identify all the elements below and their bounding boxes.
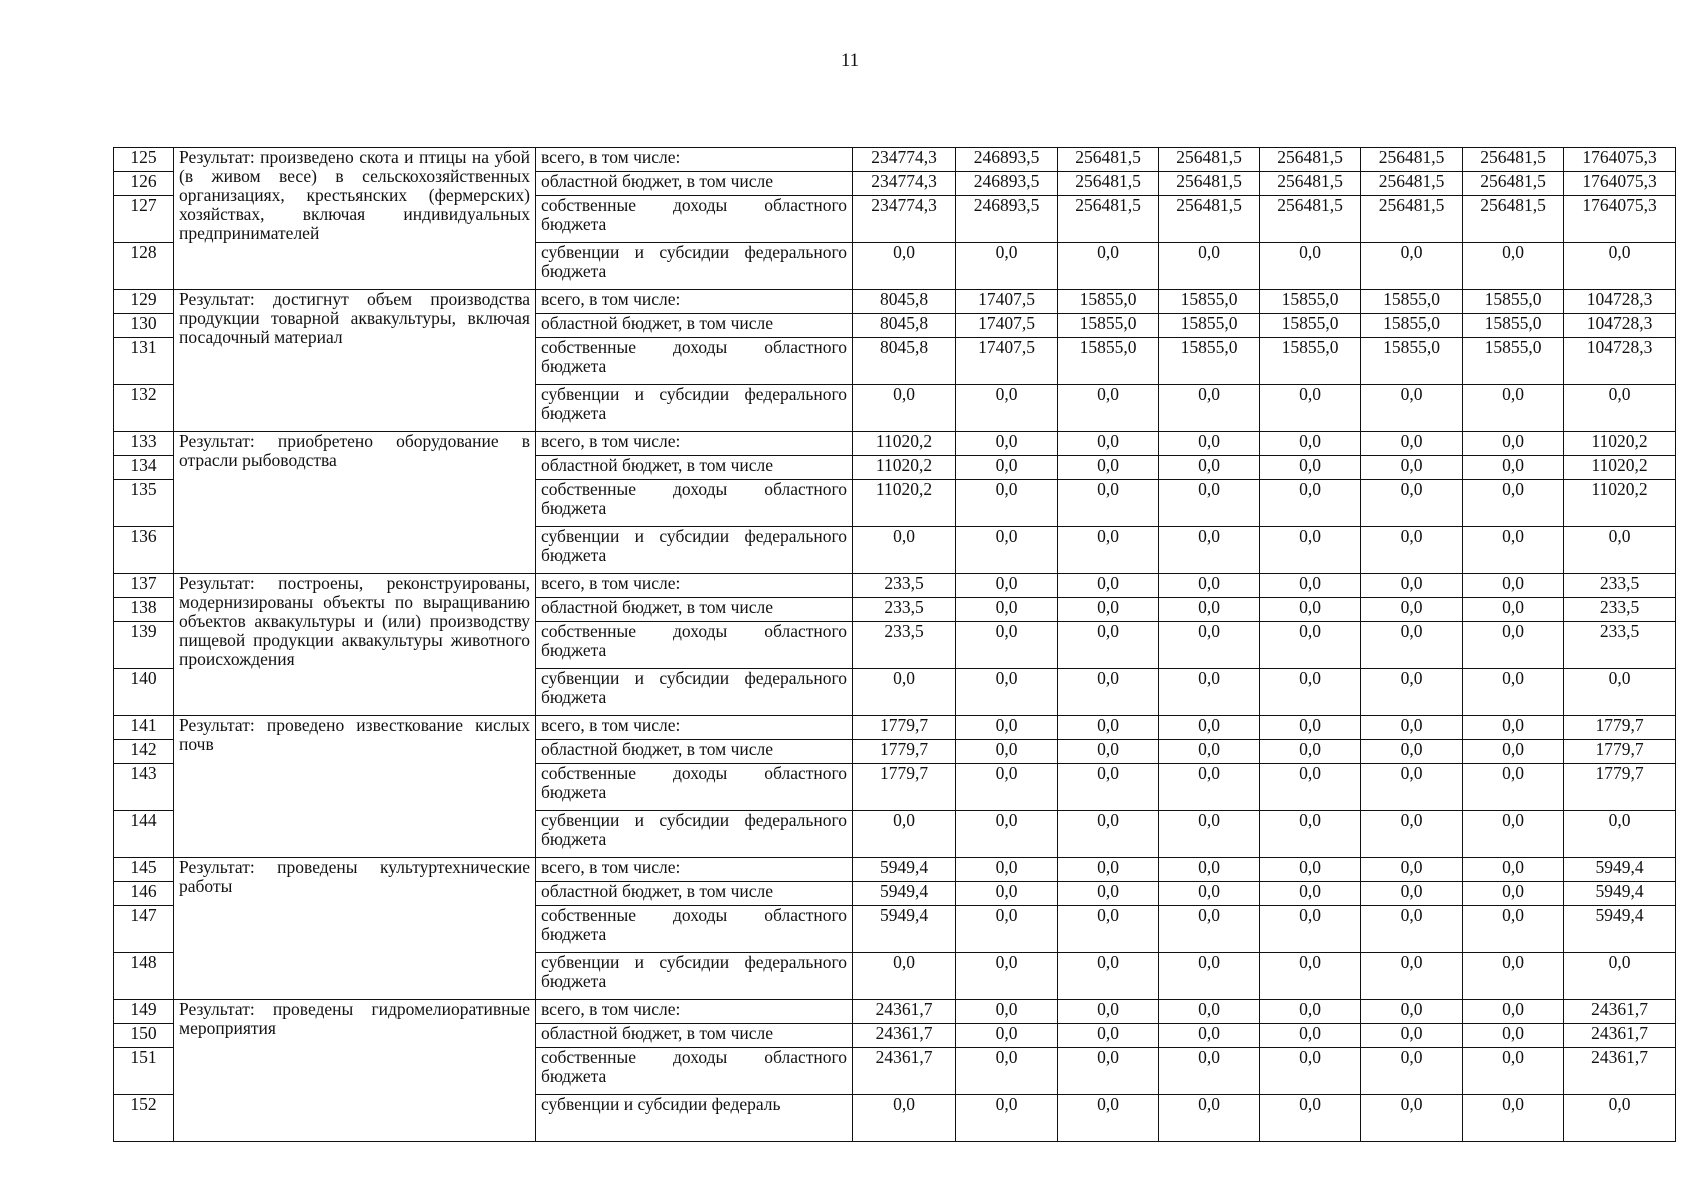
value-cell: 0,0 [956, 480, 1058, 527]
value-cell: 256481,5 [1260, 172, 1361, 196]
value-cell: 0,0 [1058, 716, 1159, 740]
value-cell: 0,0 [1260, 432, 1361, 456]
value-cell: 0,0 [853, 243, 956, 290]
funding-source-cell: всего, в том числе: [536, 148, 853, 172]
value-cell: 233,5 [853, 574, 956, 598]
row-number-cell: 135 [114, 480, 174, 527]
value-cell: 1779,7 [853, 716, 956, 740]
value-cell: 0,0 [956, 882, 1058, 906]
table-row [114, 574, 1676, 598]
total-value-cell: 1779,7 [1564, 716, 1676, 740]
funding-source-cell: собственные доходы областного бюджета [536, 622, 853, 669]
row-number-cell: 144 [114, 811, 174, 858]
total-value-cell: 1779,7 [1564, 764, 1676, 811]
value-cell: 0,0 [1463, 243, 1564, 290]
result-description-cell: Результат: достигнут объем производства продукции товарной аквакультуры, включая посадочный материал [174, 290, 536, 432]
value-cell: 0,0 [956, 1024, 1058, 1048]
value-cell: 0,0 [956, 740, 1058, 764]
result-description-cell: Результат: приобретено оборудование в отрасли рыбоводства [174, 432, 536, 574]
value-cell: 0,0 [1463, 480, 1564, 527]
value-cell: 0,0 [1463, 1024, 1564, 1048]
table-row [114, 148, 1676, 172]
value-cell: 0,0 [1463, 953, 1564, 1000]
row-number-cell: 149 [114, 1000, 174, 1024]
value-cell: 15855,0 [1260, 314, 1361, 338]
funding-source-cell: всего, в том числе: [536, 574, 853, 598]
value-cell: 234774,3 [853, 172, 956, 196]
table-row [114, 858, 1676, 882]
value-cell: 0,0 [956, 243, 1058, 290]
funding-source-cell: субвенции и субсидии федерального бюджета [536, 527, 853, 574]
value-cell: 0,0 [1260, 1048, 1361, 1095]
value-cell: 0,0 [1260, 858, 1361, 882]
total-value-cell: 1764075,3 [1564, 196, 1676, 243]
value-cell: 0,0 [1361, 740, 1463, 764]
value-cell: 0,0 [1058, 811, 1159, 858]
row-number-cell: 125 [114, 148, 174, 172]
funding-source-cell: субвенции и субсидии федерального бюджета [536, 669, 853, 716]
value-cell: 15855,0 [1260, 338, 1361, 385]
total-value-cell: 0,0 [1564, 385, 1676, 432]
funding-source-cell: собственные доходы областного бюджета [536, 1048, 853, 1095]
total-value-cell: 11020,2 [1564, 480, 1676, 527]
value-cell: 0,0 [956, 858, 1058, 882]
total-value-cell: 0,0 [1564, 669, 1676, 716]
value-cell: 246893,5 [956, 196, 1058, 243]
value-cell: 0,0 [1361, 1095, 1463, 1142]
value-cell: 0,0 [1159, 953, 1260, 1000]
value-cell: 15855,0 [1058, 314, 1159, 338]
value-cell: 8045,8 [853, 314, 956, 338]
value-cell: 0,0 [1260, 527, 1361, 574]
table-row [114, 1000, 1676, 1024]
value-cell: 0,0 [1463, 811, 1564, 858]
row-number-cell: 145 [114, 858, 174, 882]
value-cell: 0,0 [1361, 716, 1463, 740]
value-cell: 0,0 [1361, 882, 1463, 906]
row-number-cell: 131 [114, 338, 174, 385]
total-value-cell: 5949,4 [1564, 882, 1676, 906]
value-cell: 0,0 [1159, 740, 1260, 764]
value-cell: 256481,5 [1159, 148, 1260, 172]
value-cell: 15855,0 [1159, 314, 1260, 338]
value-cell: 0,0 [1159, 243, 1260, 290]
total-value-cell: 11020,2 [1564, 456, 1676, 480]
value-cell: 0,0 [1361, 598, 1463, 622]
value-cell: 0,0 [1159, 669, 1260, 716]
value-cell: 0,0 [1058, 669, 1159, 716]
value-cell: 0,0 [1159, 527, 1260, 574]
value-cell: 0,0 [1361, 953, 1463, 1000]
total-value-cell: 0,0 [1564, 811, 1676, 858]
funding-source-cell: всего, в том числе: [536, 1000, 853, 1024]
value-cell: 0,0 [1159, 598, 1260, 622]
value-cell: 0,0 [1159, 906, 1260, 953]
value-cell: 1779,7 [853, 740, 956, 764]
value-cell: 0,0 [1260, 456, 1361, 480]
value-cell: 0,0 [1361, 811, 1463, 858]
total-value-cell: 233,5 [1564, 622, 1676, 669]
funding-source-cell: собственные доходы областного бюджета [536, 196, 853, 243]
value-cell: 0,0 [853, 811, 956, 858]
value-cell: 234774,3 [853, 196, 956, 243]
row-number-cell: 126 [114, 172, 174, 196]
value-cell: 15855,0 [1463, 338, 1564, 385]
row-number-cell: 136 [114, 527, 174, 574]
value-cell: 11020,2 [853, 480, 956, 527]
value-cell: 11020,2 [853, 432, 956, 456]
total-value-cell: 24361,7 [1564, 1048, 1676, 1095]
funding-source-cell: областной бюджет, в том числе [536, 598, 853, 622]
total-value-cell: 0,0 [1564, 1095, 1676, 1142]
total-value-cell: 5949,4 [1564, 906, 1676, 953]
value-cell: 0,0 [1463, 906, 1564, 953]
total-value-cell: 0,0 [1564, 243, 1676, 290]
row-number-cell: 141 [114, 716, 174, 740]
value-cell: 0,0 [1361, 669, 1463, 716]
funding-source-cell: областной бюджет, в том числе [536, 456, 853, 480]
value-cell: 0,0 [1361, 1048, 1463, 1095]
value-cell: 0,0 [1463, 1048, 1564, 1095]
value-cell: 15855,0 [1159, 338, 1260, 385]
value-cell: 0,0 [1361, 385, 1463, 432]
value-cell: 0,0 [1361, 432, 1463, 456]
value-cell: 256481,5 [1361, 172, 1463, 196]
row-number-cell: 148 [114, 953, 174, 1000]
budget-table [113, 147, 1676, 1142]
value-cell: 0,0 [853, 385, 956, 432]
result-description-cell: Результат: проведены культуртехнические работы [174, 858, 536, 1000]
value-cell: 0,0 [1159, 385, 1260, 432]
funding-source-cell: собственные доходы областного бюджета [536, 906, 853, 953]
value-cell: 0,0 [1463, 740, 1564, 764]
row-number-cell: 134 [114, 456, 174, 480]
total-value-cell: 104728,3 [1564, 338, 1676, 385]
row-number-cell: 130 [114, 314, 174, 338]
table-row [114, 290, 1676, 314]
value-cell: 234774,3 [853, 148, 956, 172]
table-row [114, 432, 1676, 456]
total-value-cell: 104728,3 [1564, 290, 1676, 314]
value-cell: 8045,8 [853, 338, 956, 385]
value-cell: 0,0 [1260, 480, 1361, 527]
value-cell: 246893,5 [956, 172, 1058, 196]
value-cell: 0,0 [956, 622, 1058, 669]
funding-source-cell: всего, в том числе: [536, 716, 853, 740]
value-cell: 0,0 [1159, 432, 1260, 456]
value-cell: 0,0 [956, 906, 1058, 953]
value-cell: 0,0 [956, 953, 1058, 1000]
value-cell: 0,0 [956, 811, 1058, 858]
value-cell: 0,0 [853, 953, 956, 1000]
value-cell: 0,0 [1260, 764, 1361, 811]
value-cell: 15855,0 [1260, 290, 1361, 314]
value-cell: 0,0 [1159, 574, 1260, 598]
value-cell: 0,0 [853, 1095, 956, 1142]
value-cell: 0,0 [1159, 882, 1260, 906]
value-cell: 0,0 [1361, 764, 1463, 811]
row-number-cell: 152 [114, 1095, 174, 1142]
value-cell: 0,0 [1260, 740, 1361, 764]
value-cell: 0,0 [1260, 716, 1361, 740]
value-cell: 0,0 [1260, 385, 1361, 432]
value-cell: 0,0 [1159, 1024, 1260, 1048]
value-cell: 0,0 [956, 385, 1058, 432]
value-cell: 0,0 [1361, 1024, 1463, 1048]
value-cell: 0,0 [956, 598, 1058, 622]
row-number-cell: 146 [114, 882, 174, 906]
value-cell: 256481,5 [1159, 196, 1260, 243]
value-cell: 0,0 [1463, 622, 1564, 669]
value-cell: 0,0 [1463, 385, 1564, 432]
result-description-cell: Результат: проведено известкование кислых почв [174, 716, 536, 858]
value-cell: 17407,5 [956, 338, 1058, 385]
value-cell: 0,0 [1058, 740, 1159, 764]
value-cell: 0,0 [1260, 622, 1361, 669]
value-cell: 0,0 [1463, 432, 1564, 456]
value-cell: 24361,7 [853, 1024, 956, 1048]
total-value-cell: 1779,7 [1564, 740, 1676, 764]
row-number-cell: 127 [114, 196, 174, 243]
value-cell: 1779,7 [853, 764, 956, 811]
value-cell: 15855,0 [1058, 338, 1159, 385]
value-cell: 0,0 [1260, 669, 1361, 716]
value-cell: 0,0 [1058, 906, 1159, 953]
row-number-cell: 137 [114, 574, 174, 598]
funding-source-cell: всего, в том числе: [536, 432, 853, 456]
row-number-cell: 129 [114, 290, 174, 314]
value-cell: 256481,5 [1058, 196, 1159, 243]
value-cell: 0,0 [956, 574, 1058, 598]
value-cell: 0,0 [1361, 906, 1463, 953]
total-value-cell: 104728,3 [1564, 314, 1676, 338]
value-cell: 0,0 [1058, 858, 1159, 882]
funding-source-cell: собственные доходы областного бюджета [536, 764, 853, 811]
value-cell: 0,0 [1058, 456, 1159, 480]
value-cell: 0,0 [1361, 622, 1463, 669]
value-cell: 0,0 [956, 1095, 1058, 1142]
value-cell: 256481,5 [1058, 148, 1159, 172]
value-cell: 15855,0 [1463, 290, 1564, 314]
value-cell: 256481,5 [1058, 172, 1159, 196]
value-cell: 0,0 [1463, 716, 1564, 740]
value-cell: 0,0 [1159, 622, 1260, 669]
funding-source-cell: областной бюджет, в том числе [536, 740, 853, 764]
value-cell: 0,0 [956, 764, 1058, 811]
value-cell: 0,0 [1260, 598, 1361, 622]
row-number-cell: 132 [114, 385, 174, 432]
value-cell: 0,0 [1058, 574, 1159, 598]
value-cell: 0,0 [1159, 1048, 1260, 1095]
table-row [114, 716, 1676, 740]
total-value-cell: 1764075,3 [1564, 148, 1676, 172]
value-cell: 5949,4 [853, 858, 956, 882]
value-cell: 15855,0 [1058, 290, 1159, 314]
total-value-cell: 5949,4 [1564, 858, 1676, 882]
value-cell: 0,0 [1361, 456, 1463, 480]
result-description-cell: Результат: построены, реконструированы, модернизированы объекты по выращиванию объектов аквакультуры и (или) производству пищевой продукции аквакультуры животного происхождения [174, 574, 536, 716]
value-cell: 0,0 [853, 527, 956, 574]
value-cell: 0,0 [1058, 480, 1159, 527]
funding-source-cell: областной бюджет, в том числе [536, 882, 853, 906]
value-cell: 0,0 [1463, 1000, 1564, 1024]
funding-source-cell: субвенции и субсидии федерального бюджета [536, 385, 853, 432]
funding-source-cell: субвенции и субсидии федерального бюджета [536, 811, 853, 858]
value-cell: 0,0 [1361, 480, 1463, 527]
value-cell: 0,0 [1361, 243, 1463, 290]
value-cell: 0,0 [956, 1000, 1058, 1024]
value-cell: 0,0 [1058, 1048, 1159, 1095]
funding-source-cell: субвенции и субсидии федерального бюджета [536, 243, 853, 290]
row-number-cell: 128 [114, 243, 174, 290]
value-cell: 5949,4 [853, 906, 956, 953]
value-cell: 0,0 [1058, 527, 1159, 574]
row-number-cell: 147 [114, 906, 174, 953]
value-cell: 0,0 [1260, 1024, 1361, 1048]
funding-source-cell: областной бюджет, в том числе [536, 314, 853, 338]
value-cell: 0,0 [1260, 811, 1361, 858]
value-cell: 0,0 [1361, 1000, 1463, 1024]
value-cell: 0,0 [1159, 764, 1260, 811]
funding-source-cell: субвенции и субсидии федераль [536, 1095, 853, 1142]
value-cell: 0,0 [853, 669, 956, 716]
value-cell: 0,0 [1361, 858, 1463, 882]
total-value-cell: 1764075,3 [1564, 172, 1676, 196]
value-cell: 233,5 [853, 598, 956, 622]
value-cell: 15855,0 [1463, 314, 1564, 338]
value-cell: 0,0 [1058, 953, 1159, 1000]
value-cell: 0,0 [1260, 574, 1361, 598]
value-cell: 0,0 [1463, 527, 1564, 574]
value-cell: 0,0 [1361, 527, 1463, 574]
row-number-cell: 150 [114, 1024, 174, 1048]
value-cell: 0,0 [1463, 858, 1564, 882]
result-description-cell: Результат: произведено скота и птицы на убой (в живом весе) в сельскохозяйственных организациях, крестьянских (фермерских) хозяйствах, включая индивидуальных предпринимателей [174, 148, 536, 290]
value-cell: 0,0 [1058, 385, 1159, 432]
total-value-cell: 0,0 [1564, 953, 1676, 1000]
page-number: 11 [840, 50, 860, 71]
row-number-cell: 139 [114, 622, 174, 669]
value-cell: 0,0 [1058, 1095, 1159, 1142]
value-cell: 8045,8 [853, 290, 956, 314]
funding-source-cell: субвенции и субсидии федерального бюджета [536, 953, 853, 1000]
row-number-cell: 140 [114, 669, 174, 716]
value-cell: 0,0 [1463, 669, 1564, 716]
row-number-cell: 133 [114, 432, 174, 456]
value-cell: 15855,0 [1159, 290, 1260, 314]
value-cell: 0,0 [1159, 1000, 1260, 1024]
value-cell: 15855,0 [1361, 290, 1463, 314]
value-cell: 0,0 [1159, 811, 1260, 858]
value-cell: 256481,5 [1260, 196, 1361, 243]
total-value-cell: 233,5 [1564, 598, 1676, 622]
total-value-cell: 24361,7 [1564, 1000, 1676, 1024]
value-cell: 0,0 [1260, 243, 1361, 290]
value-cell: 0,0 [1058, 243, 1159, 290]
row-number-cell: 138 [114, 598, 174, 622]
value-cell: 256481,5 [1361, 148, 1463, 172]
value-cell: 0,0 [1361, 574, 1463, 598]
value-cell: 0,0 [1159, 1095, 1260, 1142]
value-cell: 0,0 [1260, 1000, 1361, 1024]
value-cell: 15855,0 [1361, 314, 1463, 338]
row-number-cell: 142 [114, 740, 174, 764]
value-cell: 0,0 [1058, 622, 1159, 669]
result-description-cell: Результат: проведены гидромелиоративные мероприятия [174, 1000, 536, 1142]
value-cell: 0,0 [956, 716, 1058, 740]
value-cell: 256481,5 [1361, 196, 1463, 243]
value-cell: 256481,5 [1463, 172, 1564, 196]
funding-source-cell: областной бюджет, в том числе [536, 1024, 853, 1048]
value-cell: 0,0 [1463, 598, 1564, 622]
value-cell: 0,0 [1058, 598, 1159, 622]
value-cell: 5949,4 [853, 882, 956, 906]
value-cell: 233,5 [853, 622, 956, 669]
value-cell: 256481,5 [1260, 148, 1361, 172]
value-cell: 256481,5 [1463, 148, 1564, 172]
funding-source-cell: собственные доходы областного бюджета [536, 338, 853, 385]
value-cell: 256481,5 [1159, 172, 1260, 196]
value-cell: 0,0 [956, 432, 1058, 456]
value-cell: 15855,0 [1361, 338, 1463, 385]
row-number-cell: 143 [114, 764, 174, 811]
value-cell: 0,0 [956, 527, 1058, 574]
row-number-cell: 151 [114, 1048, 174, 1095]
value-cell: 24361,7 [853, 1048, 956, 1095]
funding-source-cell: собственные доходы областного бюджета [536, 480, 853, 527]
value-cell: 0,0 [1058, 432, 1159, 456]
value-cell: 0,0 [1159, 480, 1260, 527]
value-cell: 0,0 [1463, 574, 1564, 598]
value-cell: 0,0 [1058, 1000, 1159, 1024]
value-cell: 0,0 [1159, 456, 1260, 480]
total-value-cell: 0,0 [1564, 527, 1676, 574]
value-cell: 0,0 [956, 1048, 1058, 1095]
value-cell: 0,0 [1463, 764, 1564, 811]
value-cell: 246893,5 [956, 148, 1058, 172]
value-cell: 24361,7 [853, 1000, 956, 1024]
value-cell: 17407,5 [956, 314, 1058, 338]
value-cell: 0,0 [1058, 882, 1159, 906]
value-cell: 0,0 [1260, 953, 1361, 1000]
funding-source-cell: всего, в том числе: [536, 290, 853, 314]
value-cell: 0,0 [1058, 764, 1159, 811]
value-cell: 256481,5 [1463, 196, 1564, 243]
total-value-cell: 11020,2 [1564, 432, 1676, 456]
value-cell: 0,0 [1260, 1095, 1361, 1142]
value-cell: 0,0 [956, 456, 1058, 480]
value-cell: 0,0 [1260, 906, 1361, 953]
value-cell: 0,0 [1463, 1095, 1564, 1142]
value-cell: 0,0 [1159, 858, 1260, 882]
value-cell: 17407,5 [956, 290, 1058, 314]
value-cell: 0,0 [956, 669, 1058, 716]
total-value-cell: 24361,7 [1564, 1024, 1676, 1048]
value-cell: 0,0 [1463, 456, 1564, 480]
value-cell: 0,0 [1463, 882, 1564, 906]
funding-source-cell: всего, в том числе: [536, 858, 853, 882]
value-cell: 0,0 [1159, 716, 1260, 740]
funding-source-cell: областной бюджет, в том числе [536, 172, 853, 196]
value-cell: 0,0 [1260, 882, 1361, 906]
total-value-cell: 233,5 [1564, 574, 1676, 598]
value-cell: 0,0 [1058, 1024, 1159, 1048]
value-cell: 11020,2 [853, 456, 956, 480]
